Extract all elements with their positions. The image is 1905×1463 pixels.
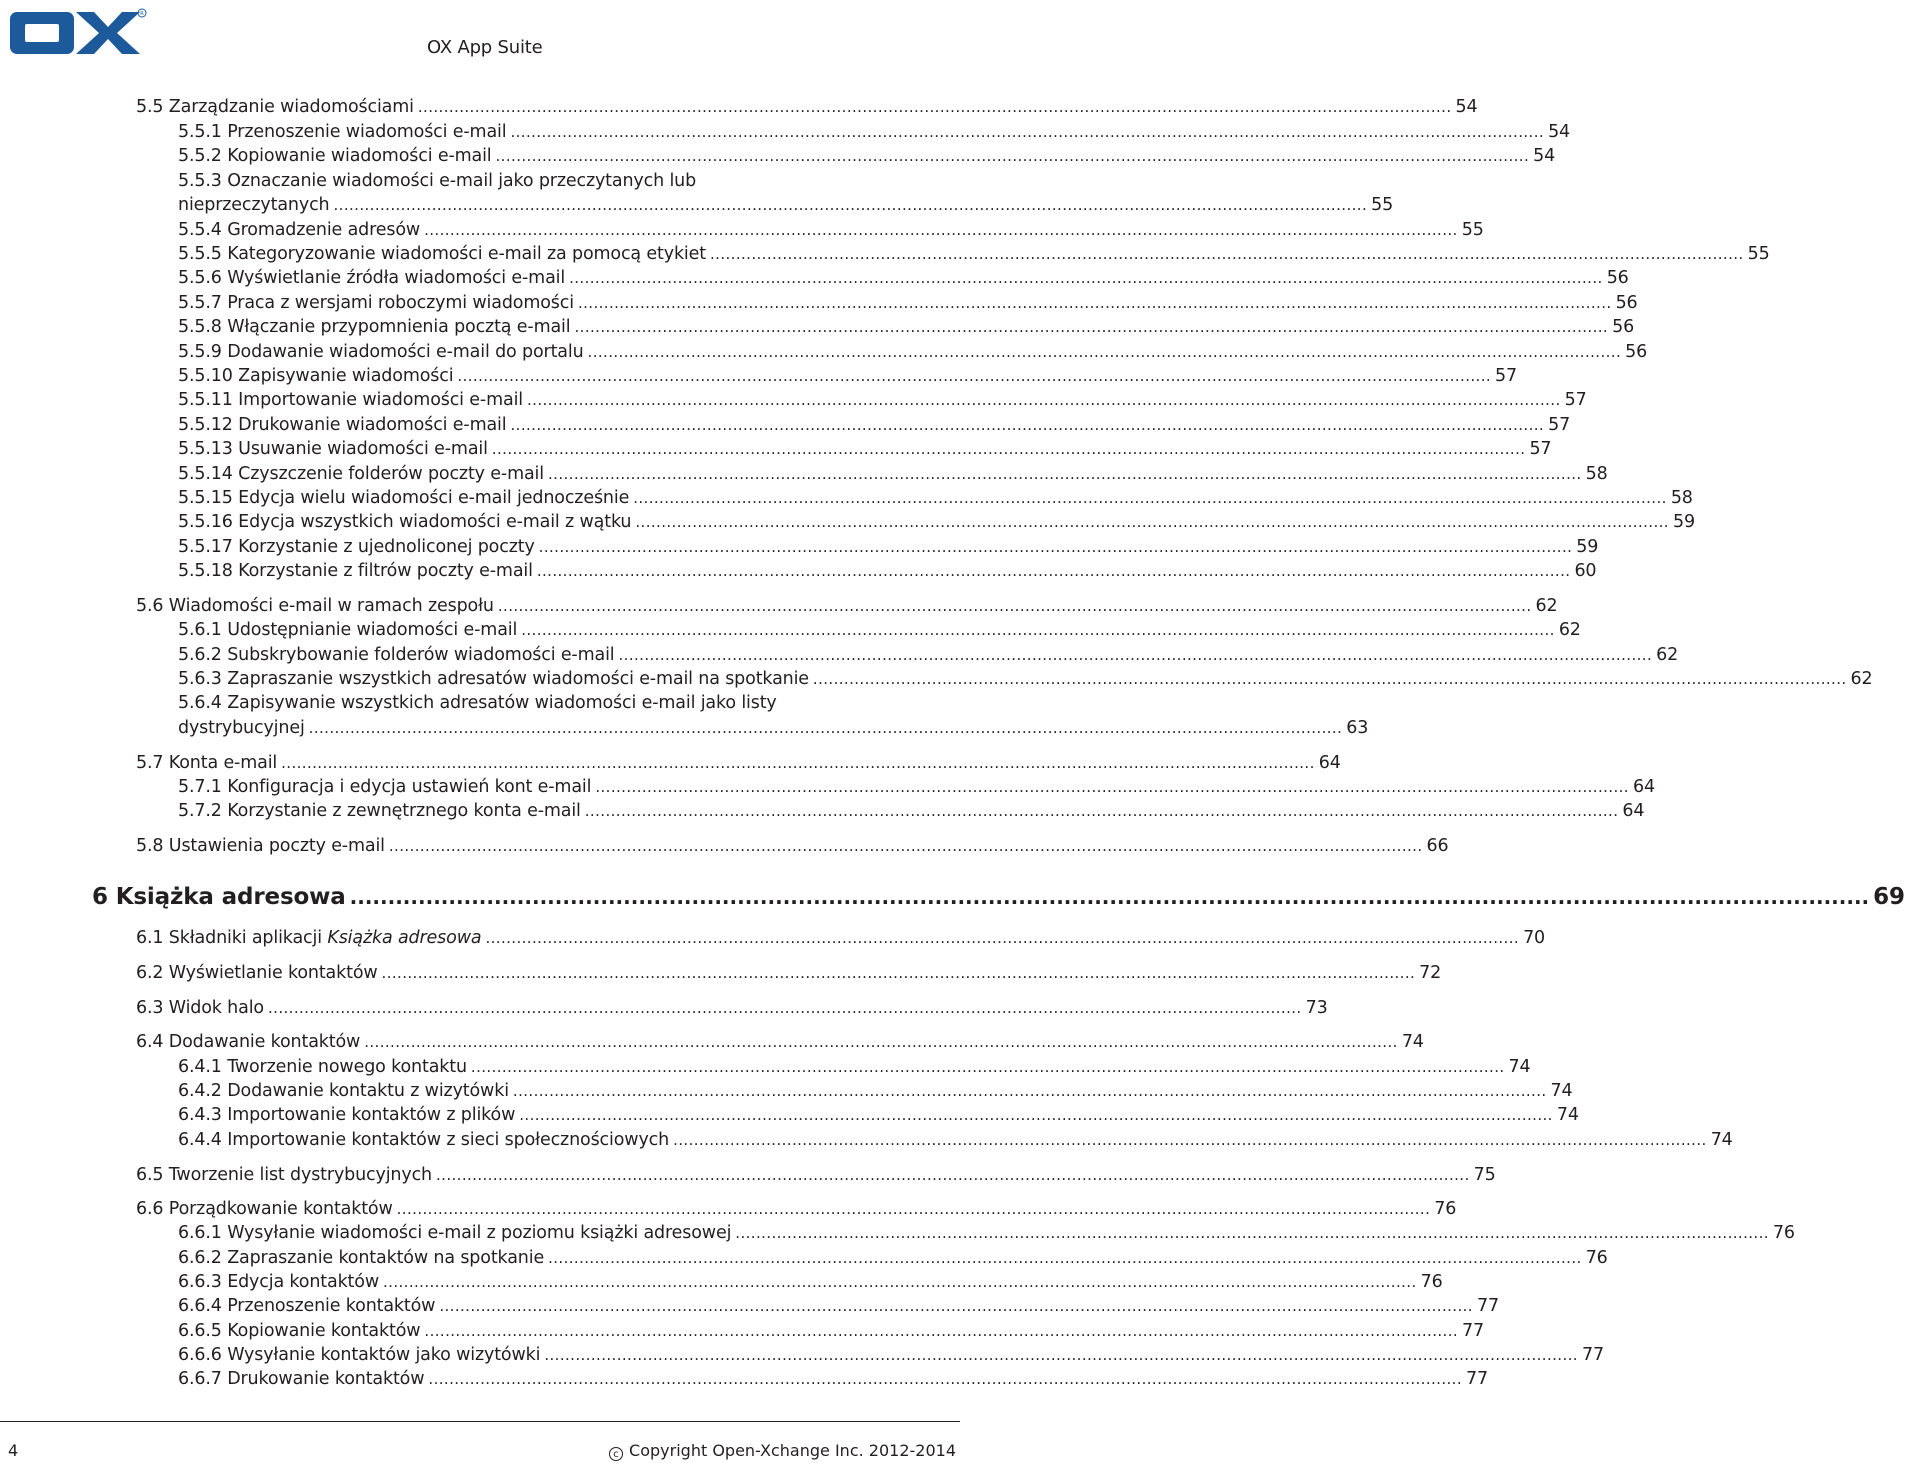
toc-entry[interactable]	[178, 266, 1629, 290]
toc-leader-dots: ........................................................................................................................................................................................................	[417, 98, 1452, 116]
toc-leader-dots: ........................................................................................................................................................................................................	[510, 416, 1545, 434]
toc-leader-dots: ........................................................................................................................................................................................................	[519, 1106, 1553, 1124]
toc-page-number: 74	[1550, 1081, 1573, 1101]
toc-entry[interactable]	[136, 996, 1328, 1020]
toc-entry[interactable]	[178, 799, 1645, 823]
toc-page-number: 72	[1419, 963, 1442, 983]
toc-leader-dots: ........................................................................................................................................................................................................	[308, 719, 1343, 737]
toc-entry-label: 6.4.4 Importowanie kontaktów z sieci społecznościowych	[178, 1130, 670, 1150]
toc-entry[interactable]	[178, 1221, 1795, 1245]
toc-entry-label: 5.8 Ustawienia poczty e-mail	[136, 836, 385, 856]
toc-entry-label: 5.5.12 Drukowanie wiadomości e-mail	[178, 415, 507, 435]
toc-entry-label: 5.5.5 Kategoryzowanie wiadomości e-mail za pomocą etykiet	[178, 244, 706, 264]
toc-leader-dots: ........................................................................................................................................................................................................	[436, 1166, 1470, 1184]
toc-leader-dots: ........................................................................................................................................................................................................	[569, 269, 1603, 287]
toc-entry[interactable]	[136, 961, 1442, 985]
toc-entry[interactable]	[178, 291, 1638, 315]
toc-page-number: 73	[1305, 998, 1328, 1018]
toc-entry[interactable]	[178, 1270, 1443, 1294]
toc-leader-dots: ........................................................................................................................................................................................................	[267, 999, 1302, 1017]
toc-entry[interactable]	[178, 1246, 1608, 1270]
toc-entry-label: 6.5 Tworzenie list dystrybucyjnych	[136, 1165, 432, 1185]
toc-entry[interactable]	[136, 1030, 1424, 1054]
toc-chapter[interactable]	[92, 884, 1905, 910]
toc-page-number: 62	[1558, 620, 1581, 640]
toc-entry-label: 6.6.2 Zapraszanie kontaktów na spotkanie	[178, 1248, 545, 1268]
toc-entry[interactable]	[178, 643, 1679, 667]
toc-page-number: 62	[1656, 645, 1679, 665]
toc-leader-dots: ........................................................................................................................................................................................................	[485, 929, 1520, 947]
toc-entry-label: 5.5.13 Usuwanie wiadomości e-mail	[178, 439, 488, 459]
toc-entry[interactable]	[178, 364, 1518, 388]
toc-page-number: 56	[1606, 268, 1629, 288]
toc-page-number: 70	[1523, 928, 1546, 948]
toc-entry-label: 5.6 Wiadomości e-mail w ramach zespołu	[136, 596, 494, 616]
toc-leader-dots: ........................................................................................................................................................................................................	[812, 670, 1847, 688]
toc-entry[interactable]	[136, 1197, 1457, 1221]
toc-page-number: 54	[1455, 97, 1478, 117]
toc-entry-label: 5.5 Zarządzanie wiadomościami	[136, 97, 414, 117]
document-title: OX App Suite	[427, 37, 543, 58]
toc-entry[interactable]	[136, 594, 1558, 618]
toc-leader-dots: ........................................................................................................................................................................................................	[470, 1058, 1505, 1076]
toc-entry-label: 5.6.3 Zapraszanie wszystkich adresatów wiadomości e-mail na spotkanie	[178, 669, 809, 689]
app-name-emphasis: Książka adresowa	[327, 928, 482, 948]
toc-entry-label: 5.5.1 Przenoszenie wiadomości e-mail	[178, 122, 507, 142]
toc-page-number: 76	[1585, 1248, 1608, 1268]
toc-page-number: 77	[1476, 1296, 1499, 1316]
toc-leader-dots: ........................................................................................................................................................................................................	[527, 391, 1561, 409]
toc-entry[interactable]	[178, 667, 1873, 691]
toc-entry[interactable]	[178, 1128, 1733, 1152]
toc-leader-dots: ........................................................................................................................................................................................................	[635, 513, 1669, 531]
toc-entry[interactable]	[178, 1343, 1604, 1367]
toc-entry-label: 5.5.7 Praca z wersjami roboczymi wiadomości	[178, 293, 574, 313]
svg-text:R: R	[140, 11, 144, 18]
toc-page-number: 74	[1508, 1057, 1531, 1077]
toc-entry-label: 5.5.2 Kopiowanie wiadomości e-mail	[178, 146, 492, 166]
toc-leader-dots: ........................................................................................................................................................................................................	[364, 1033, 1398, 1051]
toc-leader-dots: ........................................................................................................................................................................................................	[673, 1131, 1707, 1149]
footer-divider	[0, 1421, 960, 1422]
toc-page-number: 77	[1462, 1321, 1485, 1341]
toc-page-number: 57	[1564, 390, 1587, 410]
toc-entry-label: 6.6.3 Edycja kontaktów	[178, 1272, 379, 1292]
toc-entry-label: 6.6.5 Kopiowanie kontaktów	[178, 1321, 421, 1341]
toc-page-number: 64	[1632, 777, 1655, 797]
toc-entry-label: 5.5.9 Dodawanie wiadomości e-mail do portalu	[178, 342, 584, 362]
toc-entry[interactable]	[136, 95, 1478, 119]
toc-page-number: 77	[1581, 1345, 1604, 1365]
toc-leader-dots: ........................................................................................................................................................................................................	[381, 964, 1416, 982]
toc-page-number: 76	[1434, 1199, 1457, 1219]
toc-page-number: 56	[1615, 293, 1638, 313]
toc-leader-dots: ........................................................................................................................................................................................................	[439, 1297, 1473, 1315]
toc-leader-dots: ........................................................................................................................................................................................................	[547, 465, 1582, 483]
toc-entry[interactable]	[178, 193, 1394, 217]
toc-entry-label: 6.6 Porządkowanie kontaktów	[136, 1199, 393, 1219]
toc-leader-dots: ........................................................................................................................................................................................................	[281, 754, 1315, 772]
toc-entry-label: 5.6.2 Subskrybowanie folderów wiadomości e-mail	[178, 645, 615, 665]
toc-entry-label: 5.5.18 Korzystanie z filtrów poczty e-mail	[178, 561, 533, 581]
toc-entry[interactable]	[136, 751, 1341, 775]
toc-entry[interactable]	[178, 775, 1655, 799]
toc-entry[interactable]	[178, 413, 1571, 437]
toc-entry-label: 5.5.4 Gromadzenie adresów	[178, 220, 421, 240]
toc-page-number: 62	[1850, 669, 1873, 689]
toc-leader-dots: ........................................................................................................................................................................................................	[388, 837, 1423, 855]
toc-entry-label: 6.6.6 Wysyłanie kontaktów jako wizytówki	[178, 1345, 541, 1365]
toc-entry-label: 5.7 Konta e-mail	[136, 753, 278, 773]
toc-page-number: 55	[1371, 195, 1394, 215]
toc-entry-label: 6.1 Składniki aplikacji Książka adresowa	[136, 928, 482, 948]
toc-entry-label: 6 Książka adresowa	[92, 884, 346, 910]
toc-leader-dots: ........................................................................................................................................................................................................	[574, 318, 1609, 336]
toc-leader-dots: ........................................................................................................................................................................................................	[587, 343, 1622, 361]
toc-entry[interactable]	[136, 926, 1546, 950]
toc-leader-dots: ........................................................................................................................................................................................................	[521, 621, 1555, 639]
toc-leader-dots: ........................................................................................................................................................................................................	[491, 440, 1526, 458]
toc-entry[interactable]	[178, 462, 1608, 486]
toc-entry-label: 5.5.11 Importowanie wiadomości e-mail	[178, 390, 523, 410]
toc-page-number: 64	[1318, 753, 1341, 773]
toc-entry-label: 5.5.17 Korzystanie z ujednoliconej poczty	[178, 537, 535, 557]
toc-leader-dots: ........................................................................................................................................................................................................	[396, 1200, 1431, 1218]
toc-entry-label: 5.7.1 Konfiguracja i edycja ustawień kont e-mail	[178, 777, 592, 797]
toc-leader-dots: ........................................................................................................................................................................................................	[538, 538, 1573, 556]
toc-entry[interactable]	[178, 716, 1369, 740]
toc-leader-dots: ........................................................................................................................................................................................................	[548, 1249, 1582, 1267]
toc-page-number: 55	[1461, 220, 1484, 240]
toc-entry[interactable]	[178, 1319, 1485, 1343]
toc-entry-label: dystrybucyjnej	[178, 718, 305, 738]
toc-entry[interactable]	[178, 144, 1556, 168]
toc-entry-label: 5.5.15 Edycja wielu wiadomości e-mail jednocześnie	[178, 488, 630, 508]
toc-leader-dots: ........................................................................................................................................................................................................	[577, 294, 1612, 312]
toc-page-number: 76	[1772, 1223, 1795, 1243]
toc-page-number: 75	[1473, 1165, 1496, 1185]
toc-entry[interactable]	[178, 1367, 1488, 1391]
toc-page-number: 56	[1612, 317, 1635, 337]
toc-leader-dots: ........................................................................................................................................................................................................	[383, 1273, 1417, 1291]
toc-entry[interactable]	[178, 1079, 1573, 1103]
toc-entry-label: 5.5.16 Edycja wszystkich wiadomości e-mail z wątku	[178, 512, 632, 532]
toc-leader-dots: ........................................................................................................................................................................................................	[457, 367, 1492, 385]
toc-page-number: 74	[1556, 1105, 1579, 1125]
toc-entry[interactable]	[178, 120, 1571, 144]
toc-entry[interactable]	[178, 315, 1635, 339]
toc-entry[interactable]	[136, 1163, 1496, 1187]
toc-page-number: 55	[1747, 244, 1770, 264]
toc-page-number: 74	[1401, 1032, 1424, 1052]
toc-entry-label: 6.4.3 Importowanie kontaktów z plików	[178, 1105, 516, 1125]
toc-entry[interactable]	[178, 437, 1552, 461]
toc-entry-label: 6.4.1 Tworzenie nowego kontaktu	[178, 1057, 467, 1077]
toc-page-number: 54	[1548, 122, 1571, 142]
toc-entry-label: 5.6.1 Udostępnianie wiadomości e-mail	[178, 620, 518, 640]
toc-entry[interactable]	[178, 535, 1599, 559]
toc-entry[interactable]	[136, 834, 1449, 858]
toc-entry-label: 5.5.10 Zapisywanie wiadomości	[178, 366, 454, 386]
toc-entry-label: nieprzeczytanych	[178, 195, 330, 215]
toc-entry-label: 6.6.7 Drukowanie kontaktów	[178, 1369, 425, 1389]
ox-logo	[8, 8, 148, 58]
toc-entry-label[interactable]: 5.6.4 Zapisywanie wszystkich adresatów wiadomości e-mail jako listy	[178, 693, 777, 713]
toc-entry[interactable]	[178, 1103, 1579, 1127]
toc-page-number: 63	[1346, 718, 1369, 738]
toc-entry-label: 6.2 Wyświetlanie kontaktów	[136, 963, 378, 983]
toc-leader-dots: ........................................................................................................................................................................................................	[512, 1082, 1547, 1100]
toc-entry[interactable]	[178, 1055, 1531, 1079]
toc-entry[interactable]	[178, 388, 1587, 412]
toc-leader-dots: ........................................................................................................................................................................................................	[424, 221, 1458, 239]
toc-leader-dots: ........................................................................................................................................................................................................	[595, 778, 1629, 796]
copyright-notice	[609, 1441, 956, 1461]
toc-leader-dots: ........................................................................................................................................................................................................	[333, 196, 1368, 214]
toc-entry[interactable]	[178, 340, 1648, 364]
toc-entry[interactable]	[178, 559, 1597, 583]
toc-page-number: 76	[1420, 1272, 1443, 1292]
toc-leader-dots: ........................................................................................................................................................................................................	[709, 245, 1744, 263]
toc-entry[interactable]	[178, 618, 1581, 642]
toc-page-number: 74	[1710, 1130, 1733, 1150]
copyright-text: Copyright Open-Xchange Inc. 2012-2014	[629, 1441, 956, 1460]
toc-leader-dots: ........................................................................................................................................................................................................	[735, 1224, 1769, 1242]
toc-leader-dots: ........................................................................................................................................................................................................	[424, 1322, 1459, 1340]
page-number: 4	[8, 1441, 19, 1460]
toc-page-number: 60	[1574, 561, 1597, 581]
toc-page-number: 77	[1466, 1369, 1488, 1389]
toc-leader-dots: ........................................................................................................................................................................................................	[349, 885, 1870, 909]
toc-leader-dots: ........................................................................................................................................................................................................	[633, 489, 1667, 507]
toc-entry-label: 6.4.2 Dodawanie kontaktu z wizytówki	[178, 1081, 509, 1101]
toc-page-number: 57	[1548, 415, 1571, 435]
toc-entry-label: 5.5.8 Włączanie przypomnienia pocztą e-mail	[178, 317, 571, 337]
toc-page-number: 58	[1670, 488, 1693, 508]
toc-leader-dots: ........................................................................................................................................................................................................	[510, 123, 1545, 141]
toc-leader-dots: ........................................................................................................................................................................................................	[495, 147, 1530, 165]
toc-page-number: 58	[1585, 464, 1608, 484]
toc-leader-dots: ........................................................................................................................................................................................................	[544, 1346, 1578, 1364]
toc-page-number: 59	[1672, 512, 1695, 532]
toc-entry[interactable]	[178, 1294, 1499, 1318]
toc-entry[interactable]	[178, 510, 1695, 534]
toc-leader-dots: ........................................................................................................................................................................................................	[618, 646, 1653, 664]
toc-entry-label: 6.6.1 Wysyłanie wiadomości e-mail z poziomu książki adresowej	[178, 1223, 732, 1243]
toc-entry-label: 6.4 Dodawanie kontaktów	[136, 1032, 361, 1052]
toc-page-number: 54	[1533, 146, 1556, 166]
toc-entry[interactable]	[178, 218, 1484, 242]
toc-entry-label: 5.5.14 Czyszczenie folderów poczty e-mail	[178, 464, 544, 484]
toc-page-number: 57	[1529, 439, 1552, 459]
toc-page-number: 56	[1625, 342, 1648, 362]
toc-page-number: 59	[1576, 537, 1599, 557]
toc-entry[interactable]	[178, 486, 1693, 510]
toc-leader-dots: ........................................................................................................................................................................................................	[584, 802, 1619, 820]
toc-leader-dots: ........................................................................................................................................................................................................	[497, 597, 1532, 615]
toc-page-number: 66	[1426, 836, 1449, 856]
toc-entry-label[interactable]: 5.5.3 Oznaczanie wiadomości e-mail jako przeczytanych lub	[178, 171, 697, 191]
toc-page-number: 69	[1873, 884, 1905, 910]
toc-entry[interactable]	[178, 242, 1770, 266]
toc-page-number: 64	[1622, 801, 1645, 821]
toc-entry-label: 6.6.4 Przenoszenie kontaktów	[178, 1296, 436, 1316]
toc-entry-label: 6.3 Widok halo	[136, 998, 264, 1018]
toc-entry-label: 5.7.2 Korzystanie z zewnętrznego konta e-mail	[178, 801, 581, 821]
toc-leader-dots: ........................................................................................................................................................................................................	[428, 1370, 1463, 1388]
copyright-icon: c	[609, 1447, 623, 1461]
toc-page-number: 57	[1495, 366, 1518, 386]
toc-page-number: 62	[1535, 596, 1558, 616]
toc-leader-dots: ........................................................................................................................................................................................................	[536, 562, 1571, 580]
toc-entry-label: 5.5.6 Wyświetlanie źródła wiadomości e-mail	[178, 268, 566, 288]
